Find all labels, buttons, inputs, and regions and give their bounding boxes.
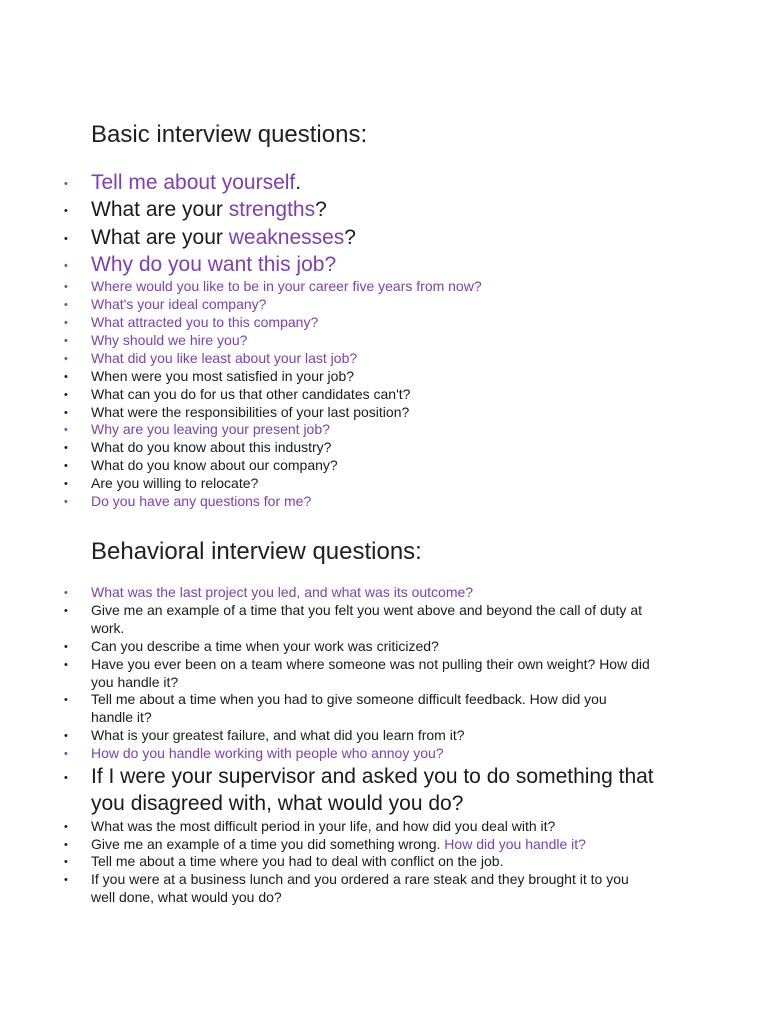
list-item (0, 871, 768, 907)
bullet-icon: • (64, 730, 68, 743)
question-text: Tell me about a time where you had to deal with conflict on the job. (91, 853, 504, 870)
question-text: What was the most difficult period in your life, and how did you deal with it? (91, 817, 556, 834)
bullet-icon: • (64, 748, 68, 761)
list-item (0, 727, 768, 745)
list-item (0, 836, 768, 854)
question-text: What do you know about our company? (91, 457, 338, 474)
question-text[interactable]: What did you like least about your last job? (91, 349, 358, 366)
question-punct: ? (315, 198, 327, 222)
list-item (0, 350, 768, 368)
question-text[interactable]: Tell me about yourself (91, 171, 296, 194)
list-item (0, 493, 768, 511)
bullet-icon: • (64, 388, 68, 401)
list-item (0, 368, 768, 386)
bullet-icon: • (64, 496, 68, 509)
question-text: What are your (91, 225, 229, 249)
bullet-icon: • (64, 478, 68, 491)
question-text: When were you most satisfied in your job? (91, 367, 355, 384)
list-item (0, 853, 768, 871)
bullet-icon: • (64, 838, 68, 851)
list-item (0, 584, 768, 602)
behavioral-questions-list (0, 584, 768, 907)
bullet-icon: • (64, 820, 68, 833)
question-text: What is your greatest failure, and what did you learn from it? (91, 727, 465, 744)
list-item (0, 404, 768, 422)
question-link[interactable]: weaknesses (228, 225, 345, 249)
question-text: Give me an example of a time you did something wrong. (91, 835, 445, 852)
question-text[interactable]: Do you have any questions for me? (91, 493, 312, 510)
bullet-icon: • (64, 694, 68, 707)
bullet-icon: • (64, 772, 68, 785)
list-item (0, 169, 768, 196)
bullet-icon: • (64, 205, 68, 218)
list-item (0, 386, 768, 404)
question-text: What were the responsibilities of your last position? (91, 403, 410, 420)
list-item (0, 475, 768, 493)
bullet-icon: • (64, 460, 68, 473)
list-item (0, 224, 768, 251)
bullet-icon: • (64, 874, 68, 887)
list-item (0, 602, 768, 638)
list-item (0, 296, 768, 314)
question-text[interactable]: How do you handle working with people who annoy you? (91, 745, 444, 762)
bullet-icon: • (64, 604, 68, 617)
behavioral-questions-heading: Behavioral interview questions: (91, 538, 422, 565)
bullet-icon: • (64, 178, 68, 190)
bullet-icon: • (64, 352, 68, 365)
list-item (0, 421, 768, 439)
question-link[interactable]: strengths (228, 198, 316, 222)
bullet-icon: • (64, 259, 68, 272)
question-text: Give me an example of a time that you felt you went above and beyond the call of duty at work. (91, 601, 642, 636)
bullet-icon: • (64, 856, 68, 869)
list-item (0, 278, 768, 296)
list-item (0, 196, 768, 223)
bullet-icon: • (64, 281, 68, 294)
question-text[interactable]: Why are you leaving your present job? (91, 421, 330, 438)
list-item (0, 763, 768, 818)
list-item (0, 251, 768, 278)
list-item (0, 457, 768, 475)
basic-questions-list (0, 169, 768, 511)
question-text: What do you know about this industry? (91, 439, 332, 456)
question-text[interactable]: Where would you like to be in your career five years from now? (91, 278, 482, 295)
question-text[interactable]: Why should we hire you? (91, 331, 248, 348)
bullet-icon: • (64, 442, 68, 455)
question-text[interactable]: What's your ideal company? (91, 296, 267, 313)
question-text: What are your (91, 198, 229, 222)
question-text: If I were your supervisor and asked you to do something that you disagreed with, what would you do? (91, 765, 654, 816)
question-punct: ? (344, 225, 356, 249)
question-text: Are you willing to relocate? (91, 475, 259, 492)
bullet-icon: • (64, 424, 68, 437)
question-text: What can you do for us that other candidates can't? (91, 385, 411, 402)
list-item (0, 818, 768, 836)
list-item (0, 439, 768, 457)
question-text[interactable]: What attracted you to this company? (91, 314, 319, 330)
bullet-icon: • (64, 317, 68, 329)
bullet-icon: • (64, 587, 68, 599)
question-link[interactable]: How did you handle it? (444, 835, 586, 852)
list-item (0, 638, 768, 656)
question-text: If you were at a business lunch and you ordered a rare steak and they brought it to you well done, what would you do? (91, 871, 629, 906)
bullet-icon: • (64, 658, 68, 671)
basic-questions-heading: Basic interview questions: (91, 121, 368, 148)
list-item (0, 314, 768, 332)
question-text: Tell me about a time when you had to give someone difficult feedback. How did you handle it? (91, 691, 607, 726)
question-text: Can you describe a time when your work was criticized? (91, 637, 439, 654)
bullet-icon: • (64, 370, 68, 383)
bullet-icon: • (64, 406, 68, 419)
list-item (0, 745, 768, 763)
question-text[interactable]: Why do you want this job? (91, 252, 337, 276)
bullet-icon: • (64, 299, 68, 312)
list-item (0, 332, 768, 350)
bullet-icon: • (64, 640, 68, 653)
question-text: Have you ever been on a team where someone was not pulling their own weight? How did you handle it? (91, 655, 650, 690)
bullet-icon: • (64, 232, 68, 245)
question-text[interactable]: What was the last project you led, and what was its outcome? (91, 584, 474, 600)
bullet-icon: • (64, 334, 68, 347)
question-punct: . (295, 171, 302, 194)
list-item (0, 656, 768, 692)
list-item (0, 691, 768, 727)
